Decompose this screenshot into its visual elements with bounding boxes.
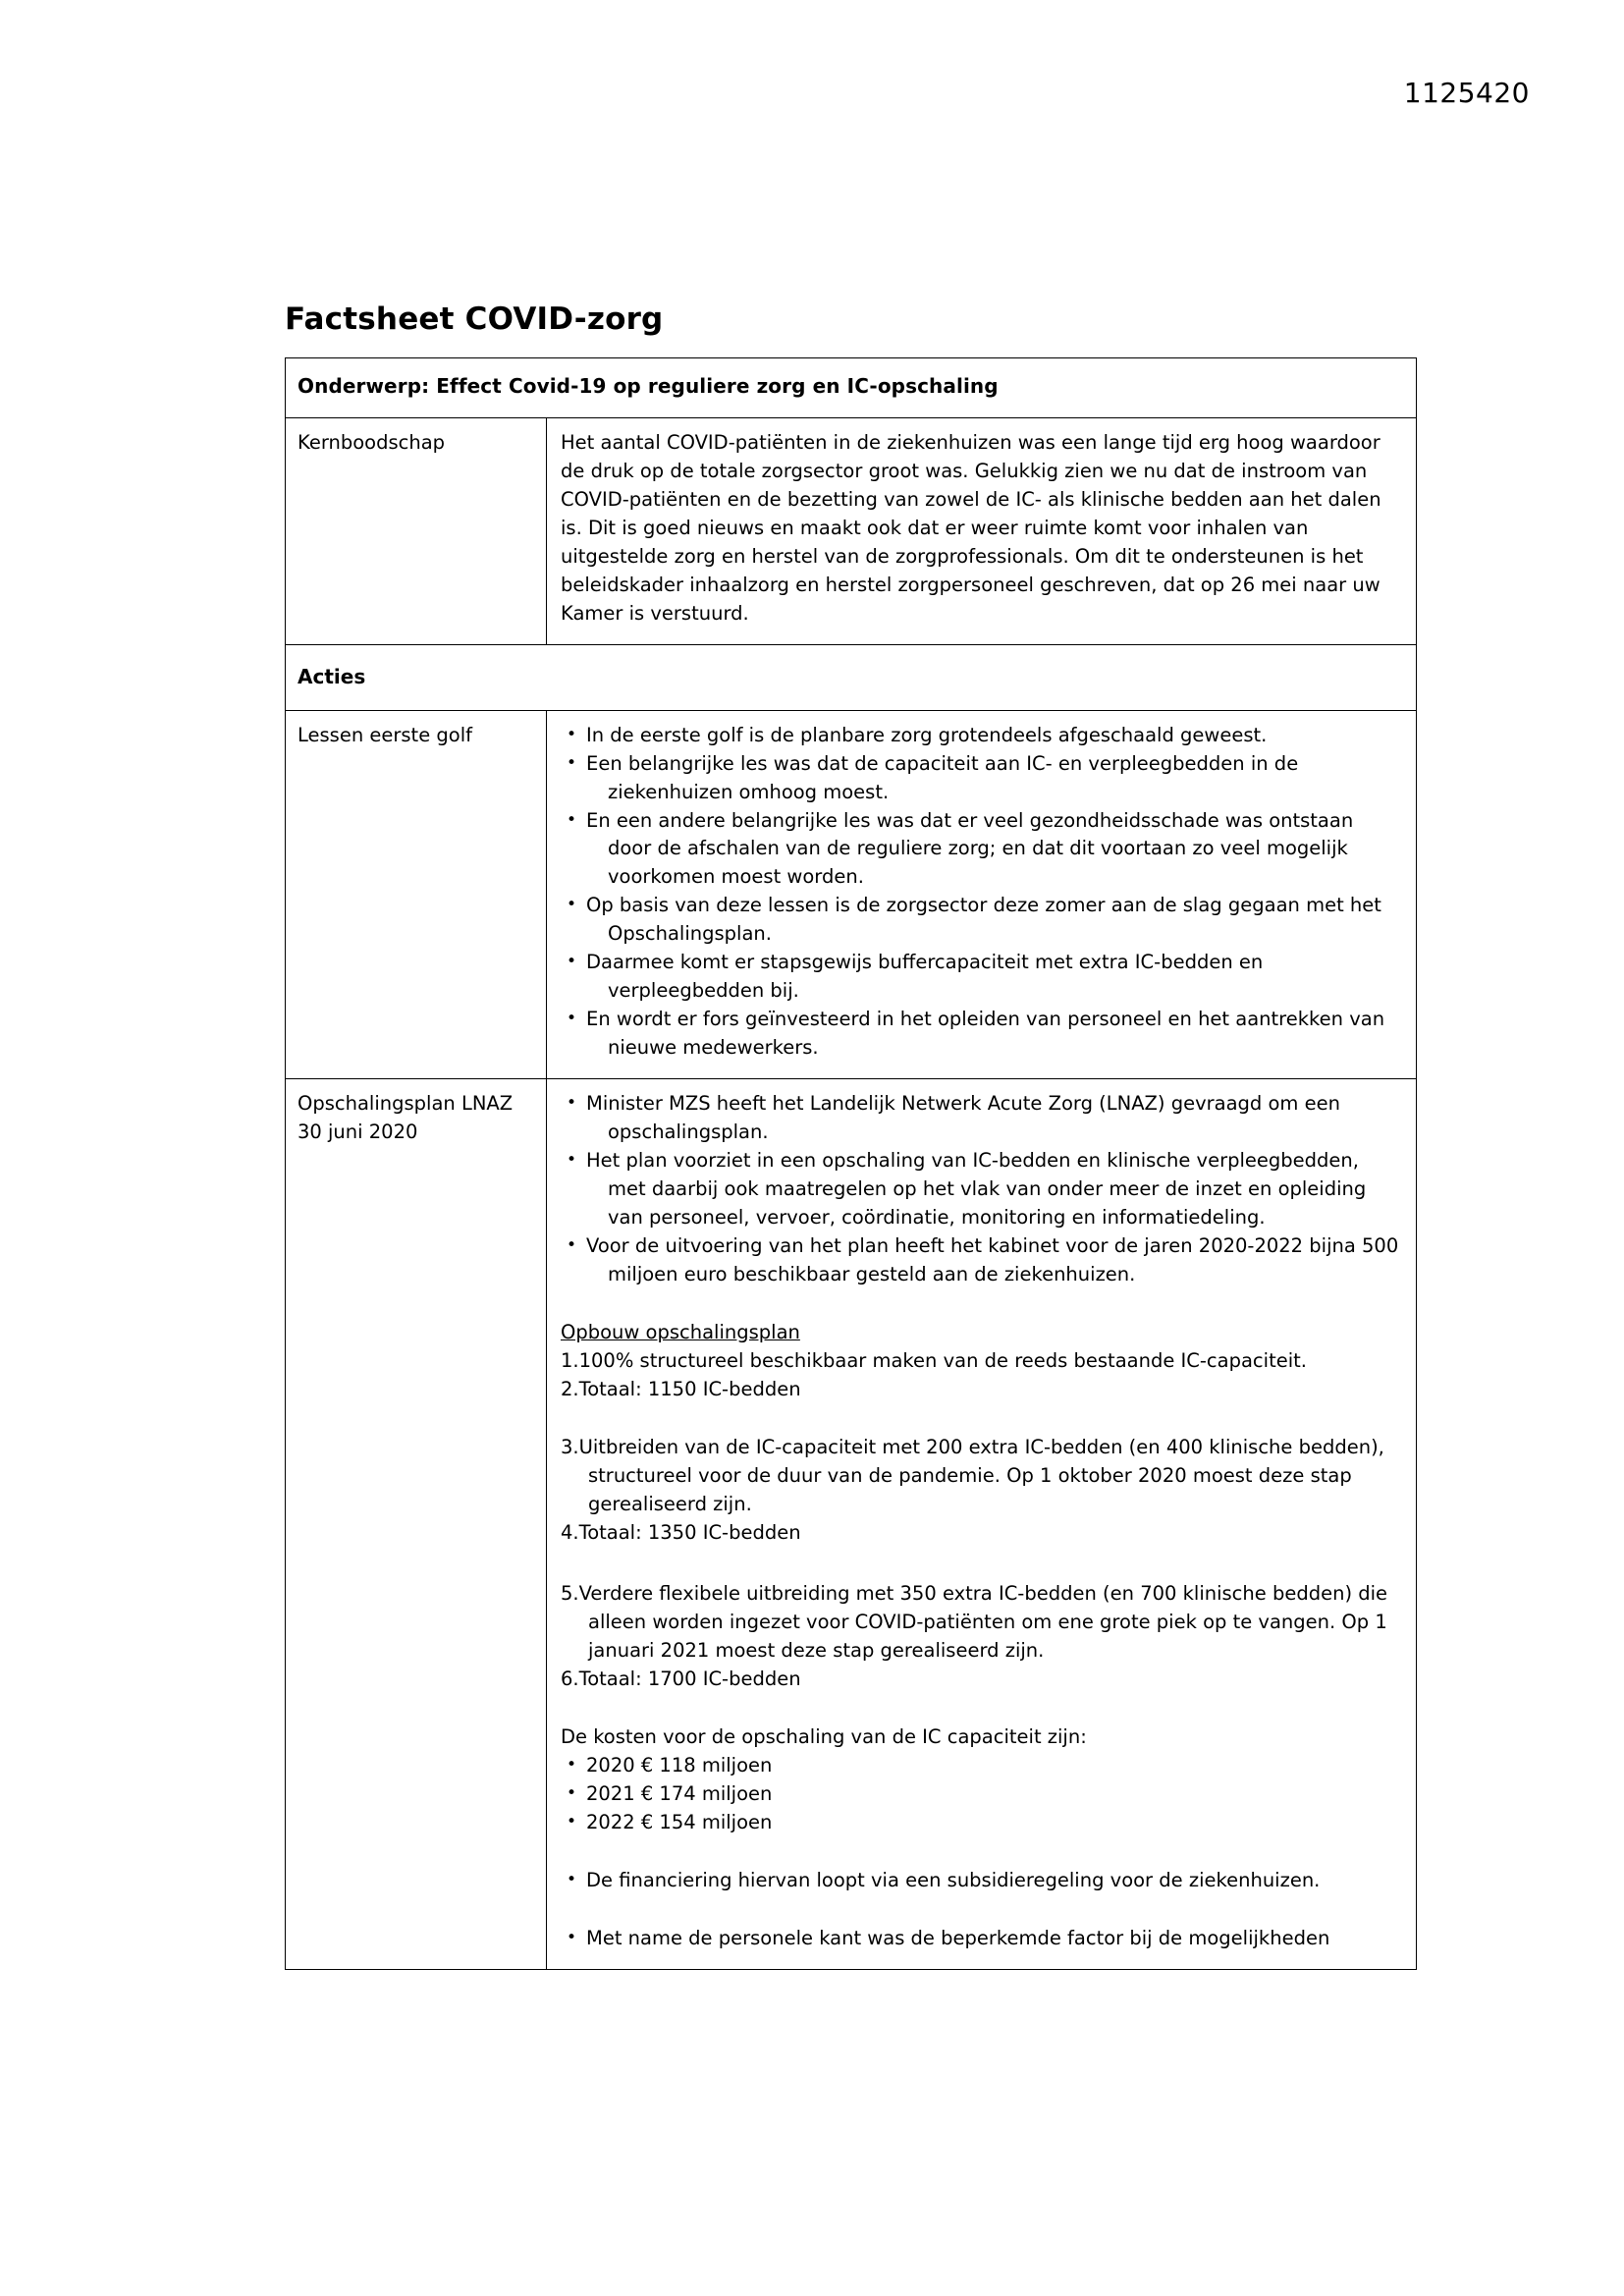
list-item-number: 3. [561,1435,579,1458]
spacer [561,1895,1402,1925]
table-row-lessen-eerste-golf [286,710,1417,1078]
list-item [561,892,1402,949]
list-item [561,1090,1402,1147]
table-row-subject [286,358,1417,418]
lessen-bullet-list [561,722,1402,1063]
list-item-text: Uitbreiden van de IC-capaciteit met 200 extra IC-bedden (en 400 klinische bedden), structureel voor de duur van de pandemie. Op 1 oktober 2020 moest deze stap gerealiseerd zijn. [578,1435,1384,1515]
costs-list [561,1752,1402,1837]
list-item [561,1347,1402,1376]
table-row-acties-header [286,644,1417,710]
list-item-text: • Voor de uitvoering van het plan heeft het kabinet voor de jaren 2020-2022 bijna 500 miljoen euro beschikbaar gesteld aan de ziekenhuizen. [586,1233,1399,1285]
list-item-text: Totaal: 1700 IC-bedden [578,1667,801,1691]
list-item [561,1376,1402,1404]
acties-header-text: Acties [298,664,366,688]
costs-intro: De kosten voor de opschaling van de IC capaciteit zijn: [561,1725,1087,1749]
list-item-text: • Minister MZS heeft het Landelijk Netwerk Acute Zorg (LNAZ) gevraagd om een opschalingsplan. [586,1092,1340,1144]
list-item [561,750,1402,807]
spacer [561,1404,1402,1434]
lessen-label: Lessen eerste golf [298,723,472,746]
list-item-number: 4. [561,1520,579,1544]
list-item-text: • Op basis van deze lessen is de zorgsector deze zomer aan de slag gegaan met het Opschalingsplan. [586,894,1381,946]
opbouw-numbered-group-1 [561,1347,1402,1404]
spacer [561,1837,1402,1867]
opbouw-heading: Opbouw opschalingsplan [561,1320,800,1343]
list-item [561,1780,1402,1809]
list-item-text: • Met name de personele kant was de beperkemde factor bij de mogelijkheden [586,1927,1330,1950]
acties-header-cell [286,644,1417,710]
list-item-text: • Daarmee komt er stapsgewijs buffercapaciteit met extra IC-bedden en verpleegbedden bij. [586,951,1264,1003]
list-item-text: • Het plan voorziet in een opschaling van IC-bedden en klinische verpleegbedden, met daarbij ook maatregelen op het vlak van onder meer de inzet en opleiding van personeel, vervoer, coördinatie, monitoring en informatiedeling. [586,1149,1367,1229]
subject-header-cell [286,358,1417,418]
list-item-text: 2020 € 118 miljoen [586,1754,773,1777]
document-number: 1125420 [1403,77,1530,109]
kernboodschap-body-cell [547,418,1417,645]
list-item [561,722,1402,750]
list-item-number: 6. [561,1667,579,1691]
list-item [561,1232,1402,1289]
list-item [561,807,1402,893]
spacer [561,1289,1402,1319]
list-item-number: 1. [561,1348,579,1372]
list-item-text: Totaal: 1350 IC-bedden [578,1520,801,1544]
opschalingsplan-label-line1: Opschalingsplan LNAZ [298,1092,514,1116]
list-item [561,1925,1402,1953]
list-item [561,1147,1402,1232]
spacer [561,1694,1402,1723]
list-item [561,1752,1402,1780]
list-item-text: 2021 € 174 miljoen [586,1782,773,1806]
list-item-text: • In de eerste golf is de planbare zorg grotendeels afgeschaald geweest. [586,723,1268,746]
opschalingsplan-bottom-bullet-1 [561,1867,1402,1895]
kernboodschap-label: Kernboodschap [298,431,446,454]
opschalingsplan-body-cell [547,1079,1417,1970]
list-item-text: • En wordt er fors geïnvesteerd in het opleiden van personeel en het aantrekken van nieuwe medewerkers. [586,1008,1385,1060]
list-item [561,1666,1402,1694]
list-item [561,1580,1402,1666]
list-item [561,949,1402,1006]
lessen-label-cell [286,710,547,1078]
list-item [561,1867,1402,1895]
list-item [561,1006,1402,1063]
list-item-number: 2. [561,1377,579,1400]
subject-header-text: Onderwerp: Effect Covid-19 op reguliere zorg en IC-opschaling [298,374,999,398]
kernboodschap-paragraph: Het aantal COVID-patiënten in de ziekenhuizen was een lange tijd erg hoog waardoor de druk op de totale zorgsector groot was. Gelukkig zien we nu dat de instroom van COVID-patiënten en de bezetting van zowel de IC- als klinische bedden aan het dalen is. Dit is goed nieuws en maakt ook dat er weer ruimte komt voor inhalen van uitgestelde zorg en herstel van de zorgprofessionals. Om dit te ondersteunen is het beleidskader inhaalzorg en herstel zorgpersoneel geschreven, dat op 26 mei naar uw Kamer is verstuurd. [561,431,1381,625]
table-row-kernboodschap [286,418,1417,645]
list-item [561,1434,1402,1519]
list-item-text: Verdere flexibele uitbreiding met 350 extra IC-bedden (en 700 klinische bedden) die alleen worden ingezet voor COVID-patiënten om ene grote piek op te vangen. Op 1 januari 2021 moest deze stap gerealiseerd zijn. [578,1582,1388,1663]
opbouw-numbered-group-2 [561,1434,1402,1548]
opbouw-numbered-group-3 [561,1580,1402,1694]
opschalingsplan-label-line2: 30 juni 2020 [298,1120,418,1143]
kernboodschap-label-cell [286,418,547,645]
opschalingsplan-bottom-bullet-2 [561,1925,1402,1953]
list-item-text: • Een belangrijke les was dat de capaciteit aan IC- en verpleegbedden in de ziekenhuizen omhoog moest. [586,751,1299,803]
opschalingsplan-top-bullets [561,1090,1402,1289]
spacer [561,1547,1402,1580]
list-item-text: Totaal: 1150 IC-bedden [578,1377,801,1400]
page-title: Factsheet COVID-zorg [285,301,664,337]
list-item-text: • De financiering hiervan loopt via een subsidieregeling voor de ziekenhuizen. [586,1869,1321,1892]
factsheet-table [285,357,1417,1970]
list-item [561,1809,1402,1837]
list-item-text: 100% structureel beschikbaar maken van de reeds bestaande IC-capaciteit. [578,1348,1307,1372]
table-row-opschalingsplan [286,1079,1417,1970]
lessen-body-cell [547,710,1417,1078]
list-item-text: 2022 € 154 miljoen [586,1811,773,1834]
list-item-number: 5. [561,1582,579,1606]
list-item-text: • En een andere belangrijke les was dat er veel gezondheidsschade was ontstaan door de afschalen van de reguliere zorg; en dat dit voortaan zo veel mogelijk voorkomen moest worden. [586,808,1354,889]
list-item [561,1519,1402,1548]
opschalingsplan-label-cell [286,1079,547,1970]
